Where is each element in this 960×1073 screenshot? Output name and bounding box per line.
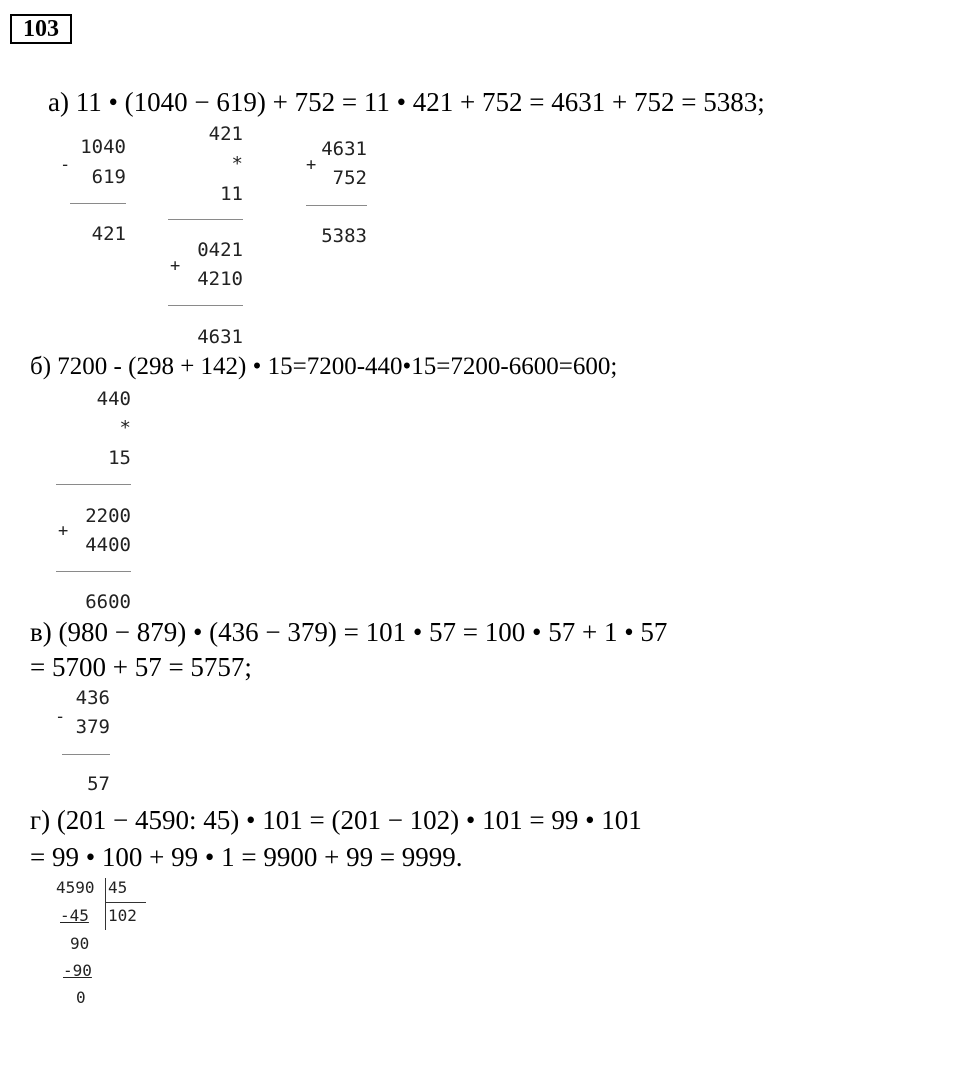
minus-sign: - xyxy=(60,155,71,175)
mul-result: 4631 xyxy=(197,326,243,348)
plus-sign: + xyxy=(170,256,181,276)
mul-bottom: 11 xyxy=(220,183,243,205)
partial-product-1: 0421 xyxy=(197,239,243,261)
remainder-1: 90 xyxy=(70,934,90,953)
result-line xyxy=(168,219,243,220)
multiply-sign: * xyxy=(231,153,243,175)
division-vertical-line xyxy=(105,878,106,930)
sub-bottom: 379 xyxy=(75,716,110,738)
equation-b: б) 7200 - (298 + 142) • 15=7200-440•15=7200-6600=600; xyxy=(30,353,618,380)
partial-product-2: 4400 xyxy=(85,534,131,556)
equation-g-line1: г) (201 − 4590: 45) • 101 = (201 − 102) • 101 = 99 • 101 xyxy=(30,805,642,835)
add-bottom: 752 xyxy=(332,167,367,189)
result-line xyxy=(56,484,131,485)
sub-result: 57 xyxy=(87,773,110,795)
result-line xyxy=(168,305,243,306)
add-top: 4631 xyxy=(321,138,367,160)
partial-product-1: 2200 xyxy=(85,505,131,527)
mul-top: 440 xyxy=(96,388,131,410)
result-line xyxy=(62,754,110,755)
equation-g-line2: = 99 • 100 + 99 • 1 = 9900 + 99 = 9999. xyxy=(30,842,463,872)
sub-top: 436 xyxy=(75,687,110,709)
mul-result: 6600 xyxy=(85,591,131,613)
plus-sign: + xyxy=(58,521,69,541)
subtract-step-2: -90 xyxy=(63,961,92,980)
plus-sign: + xyxy=(306,155,317,175)
sub-top: 1040 xyxy=(80,136,126,158)
equation-v-line1: в) (980 − 879) • (436 − 379) = 101 • 57 = 100 • 57 + 1 • 57 xyxy=(30,617,668,647)
minus-sign: - xyxy=(55,707,66,727)
sub-result: 421 xyxy=(91,223,126,245)
result-line xyxy=(306,205,367,206)
dividend: 4590 xyxy=(56,878,95,897)
quotient: 102 xyxy=(108,906,137,925)
partial-product-2: 4210 xyxy=(197,268,243,290)
problem-number-badge: 103 xyxy=(10,14,72,44)
mul-top: 421 xyxy=(208,123,243,145)
result-line xyxy=(56,571,131,572)
divisor-line xyxy=(106,902,146,903)
mul-bottom: 15 xyxy=(108,447,131,469)
subtract-step-1: -45 xyxy=(60,906,89,925)
equation-v-line2: = 5700 + 57 = 5757; xyxy=(30,652,252,682)
divisor: 45 xyxy=(108,878,128,897)
sub-bottom: 619 xyxy=(91,166,126,188)
result-line xyxy=(70,203,126,204)
multiply-sign: * xyxy=(119,417,131,439)
remainder-2: 0 xyxy=(76,988,86,1007)
equation-a: а) 11 • (1040 − 619) + 752 = 11 • 421 + 752 = 4631 + 752 = 5383; xyxy=(48,87,765,117)
add-result: 5383 xyxy=(321,225,367,247)
